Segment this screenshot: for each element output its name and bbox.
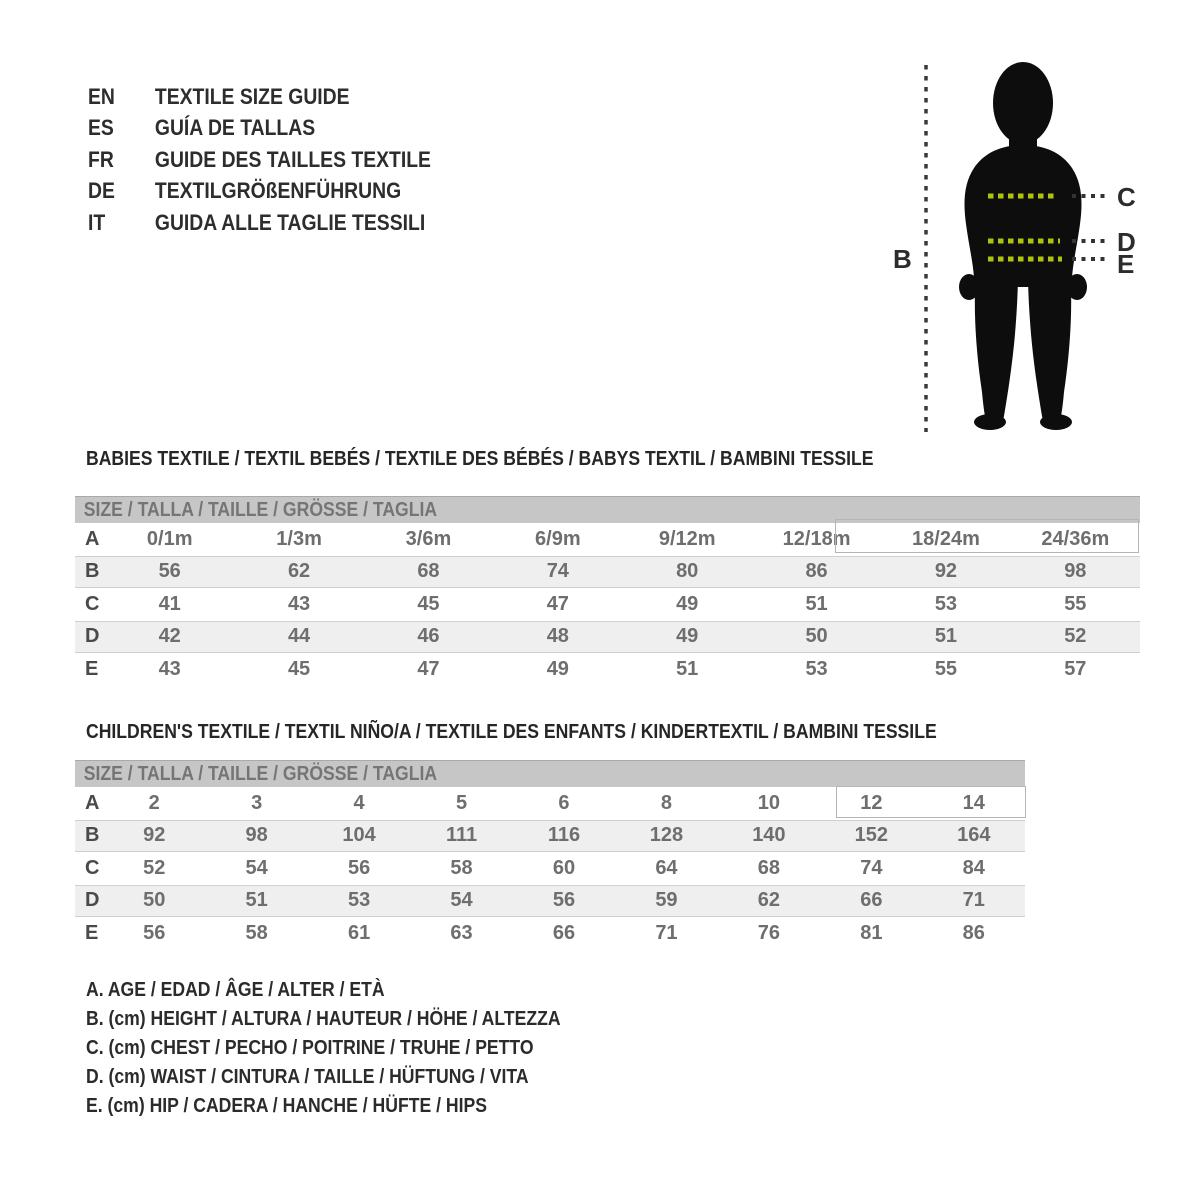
row-label: A — [85, 527, 100, 550]
table-row-C — [75, 588, 1140, 621]
table-cell: 54 — [450, 889, 473, 912]
language-code: IT — [88, 209, 106, 235]
table-cell: 51 — [805, 592, 828, 615]
language-row-text — [88, 147, 431, 173]
table-cell: 66 — [552, 921, 576, 944]
table-cell: 5 — [455, 791, 468, 814]
table-cell: 1/3m — [276, 527, 322, 550]
table-cell: 56 — [552, 889, 576, 912]
row-label: C — [85, 592, 100, 615]
legend-text: E. (cm) HIP / CADERA / HANCHE / HÜFTE / HIPS — [86, 1095, 487, 1117]
table-cell: 58 — [245, 921, 268, 944]
table-cell: 55 — [1064, 592, 1087, 615]
table-cell: 128 — [649, 824, 684, 847]
row-label: C — [85, 856, 100, 879]
table-row-D — [75, 885, 1025, 918]
legend-text: C. (cm) CHEST / PECHO / POITRINE / TRUHE / PETTO — [86, 1037, 534, 1059]
table-cell: 92 — [934, 560, 958, 583]
table-cell: 2 — [148, 791, 160, 814]
table-cell: 68 — [417, 560, 440, 583]
row-label: E — [85, 657, 99, 680]
children-size-highlight-box — [836, 786, 1026, 818]
table-row-E — [75, 917, 1025, 950]
table-cell: 47 — [417, 657, 440, 680]
language-title: GUÍA DE TALLAS — [154, 115, 316, 141]
language-code: DE — [88, 178, 115, 204]
row-label: E — [85, 921, 99, 944]
table-cell: 57 — [1064, 657, 1087, 680]
table-cell: 49 — [676, 592, 699, 615]
legend-text: B. (cm) HEIGHT / ALTURA / HAUTEUR / HÖHE / ALTEZZA — [86, 1008, 561, 1030]
table-cell: 45 — [417, 592, 440, 615]
table-cell: 6/9m — [535, 527, 581, 550]
row-label: D — [85, 889, 100, 912]
babies-table-header: SIZE / TALLA / TAILLE / GRÖSSE / TAGLIA — [75, 496, 1140, 523]
table-cell: 98 — [1064, 560, 1087, 583]
table-row-D — [75, 621, 1140, 654]
table-cell: 49 — [546, 657, 569, 680]
table-cell: 9/12m — [658, 527, 716, 550]
table-cell: 74 — [546, 560, 569, 583]
table-cell: 71 — [655, 921, 678, 944]
table-cell: 50 — [805, 625, 828, 648]
hip-label: E — [1117, 249, 1135, 279]
children-section-title: CHILDREN'S TEXTILE / TEXTIL NIÑO/A / TEXTILE DES ENFANTS / KINDERTEXTIL / BAMBINI TESSILE — [86, 721, 937, 743]
language-row — [88, 81, 478, 113]
table-cell: 80 — [676, 560, 699, 583]
table-cell: 44 — [287, 625, 311, 648]
language-title: GUIDA ALLE TAGLIE TESSILI — [154, 209, 426, 235]
table-cell: 53 — [347, 889, 371, 912]
table-cell: 43 — [158, 657, 181, 680]
table-cell: 140 — [752, 824, 786, 847]
table-cell: 42 — [158, 625, 181, 648]
table-cell: 56 — [143, 921, 166, 944]
table-cell: 152 — [854, 824, 889, 847]
table-cell: 111 — [445, 824, 478, 847]
table-cell: 55 — [934, 657, 958, 680]
table-cell: 58 — [450, 856, 473, 879]
table-cell: 62 — [757, 889, 780, 912]
waist-label: D — [1117, 227, 1136, 257]
table-cell: 47 — [546, 592, 569, 615]
child-silhouette — [959, 62, 1087, 430]
table-cell: 0/1m — [146, 527, 193, 550]
language-code: EN — [88, 83, 115, 109]
language-row-text — [88, 115, 315, 141]
table-cell: 41 — [158, 592, 181, 615]
table-cell: 53 — [934, 592, 958, 615]
language-row — [88, 176, 478, 208]
table-cell: 74 — [860, 856, 883, 879]
table-cell: 12 — [860, 791, 883, 814]
table-cell: 164 — [957, 824, 991, 847]
language-row — [88, 207, 478, 239]
babies-section-title: BABIES TEXTILE / TEXTIL BEBÉS / TEXTILE DES BÉBÉS / BABYS TEXTIL / BAMBINI TESSILE — [86, 448, 874, 470]
table-row-E — [75, 653, 1140, 686]
table-cell: 54 — [245, 856, 268, 879]
table-cell: 116 — [547, 824, 581, 847]
table-cell: 68 — [757, 856, 780, 879]
language-code: FR — [88, 146, 114, 172]
row-label: A — [85, 791, 100, 814]
table-cell: 6 — [558, 791, 570, 814]
table-cell: 76 — [757, 921, 780, 944]
table-cell: 18/24m — [912, 527, 980, 550]
table-cell: 4 — [353, 791, 365, 814]
table-cell: 59 — [655, 889, 678, 912]
language-title: TEXTILGRÖßENFÜHRUNG — [154, 178, 402, 204]
children-table-header: SIZE / TALLA / TAILLE / GRÖSSE / TAGLIA — [75, 760, 1025, 787]
row-label: B — [85, 560, 100, 583]
table-cell: 84 — [962, 856, 985, 879]
language-title: TEXTILE SIZE GUIDE — [154, 83, 350, 109]
table-cell: 3/6m — [405, 527, 452, 550]
table-cell: 104 — [342, 824, 376, 847]
table-cell: 10 — [757, 791, 780, 814]
table-cell: 81 — [860, 921, 883, 944]
table-cell: 49 — [676, 625, 699, 648]
table-cell: 61 — [347, 921, 371, 944]
babies-size-highlight-box — [835, 519, 1139, 553]
table-cell: 51 — [676, 657, 699, 680]
legend-text: D. (cm) WAIST / CINTURA / TAILLE / HÜFTUNG / VITA — [86, 1066, 529, 1088]
table-cell: 63 — [450, 921, 473, 944]
table-cell: 52 — [1064, 625, 1087, 648]
table-cell: 51 — [934, 625, 958, 648]
table-row-B — [75, 556, 1140, 589]
row-label: B — [85, 824, 100, 847]
table-cell: 12/18m — [782, 527, 851, 550]
table-cell: 60 — [552, 856, 576, 879]
language-title: GUIDE DES TAILLES TEXTILE — [154, 146, 431, 172]
legend-line — [86, 1034, 625, 1063]
table-cell: 24/36m — [1041, 527, 1110, 550]
height-label: B — [893, 244, 912, 274]
chest-label: C — [1117, 182, 1136, 212]
language-list — [88, 81, 478, 239]
table-cell: 45 — [287, 657, 311, 680]
legend-line — [86, 1063, 625, 1092]
table-cell: 98 — [245, 824, 268, 847]
language-code: ES — [88, 115, 114, 141]
language-row — [88, 144, 478, 176]
table-row-C — [75, 852, 1025, 885]
table-cell: 86 — [805, 560, 828, 583]
table-cell: 53 — [805, 657, 828, 680]
table-cell: 3 — [251, 791, 263, 814]
table-row-B — [75, 820, 1025, 853]
legend-text: A. AGE / EDAD / ÂGE / ALTER / ETÀ — [86, 979, 385, 1001]
table-cell: 48 — [546, 625, 569, 648]
table-cell: 8 — [660, 791, 672, 814]
language-row-text — [88, 210, 425, 236]
table-cell: 92 — [143, 824, 166, 847]
legend-line — [86, 1092, 625, 1121]
table-cell: 56 — [158, 560, 181, 583]
legend-line — [86, 1005, 625, 1034]
measurement-legend — [86, 976, 625, 1121]
table-cell: 62 — [287, 560, 311, 583]
table-cell: 71 — [962, 889, 985, 912]
table-cell: 51 — [245, 889, 268, 912]
table-cell: 50 — [143, 889, 166, 912]
table-cell: 43 — [287, 592, 311, 615]
row-label: D — [85, 625, 100, 648]
table-cell: 64 — [655, 856, 678, 879]
language-row — [88, 113, 478, 145]
table-cell: 46 — [417, 625, 440, 648]
table-cell: 66 — [860, 889, 883, 912]
legend-line — [86, 976, 625, 1005]
table-cell: 86 — [962, 921, 985, 944]
table-cell: 56 — [347, 856, 371, 879]
table-cell: 52 — [143, 856, 166, 879]
language-row-text — [88, 178, 401, 204]
table-cell: 14 — [962, 791, 985, 814]
language-row-text — [88, 84, 350, 110]
